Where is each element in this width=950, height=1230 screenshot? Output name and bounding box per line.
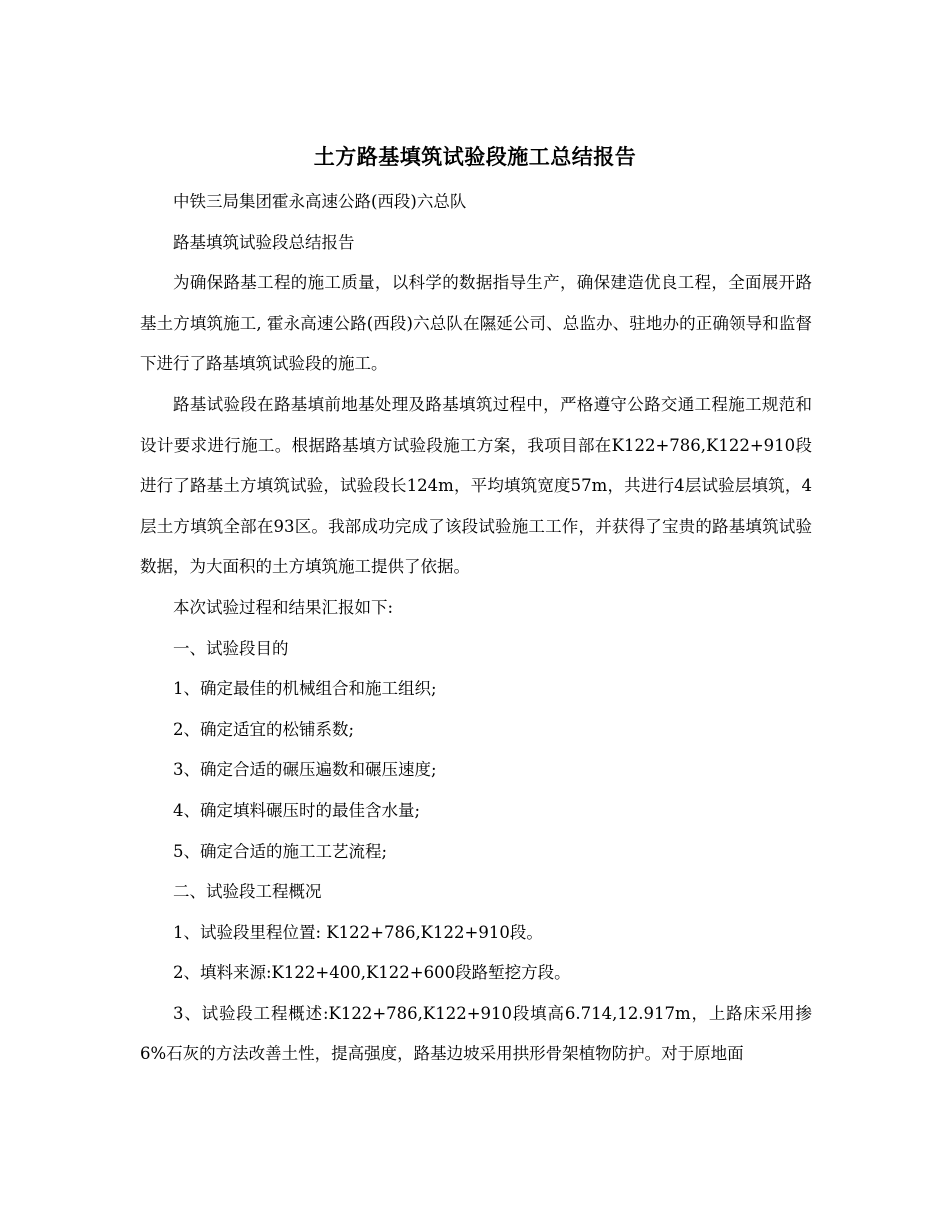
paragraph-report-lead: 本次试验过程和结果汇报如下: xyxy=(173,597,394,617)
paragraph-test-section-overview: 路基试验段在路基填前地基处理及路基填筑过程中，严格遵守公路交通工程施工规范和设计要求进行施工。根据路基填方试验段施工方案，我项目部在K122+786,K122+910段进行了路基土方填筑试验，试验段长124m，平均填筑宽度57m，共进行4层试验层填筑，4层土方填筑全部在93区。我部成功完成了该段试验施工工作，并获得了宝贵的路基填筑试验数据，为大面积的土方填筑施工提供了依据。 xyxy=(140,394,812,577)
document-title: 土方路基填筑试验段施工总结报告 xyxy=(313,144,637,169)
list-item-purpose-4: 4、确定填料碾压时的最佳含水量; xyxy=(173,800,421,820)
list-item-purpose-3: 3、确定合适的碾压遍数和碾压速度; xyxy=(173,760,437,780)
section-heading-purpose: 一、试验段目的 xyxy=(173,638,289,658)
list-item-overview-1: 1、试验段里程位置: K122+786,K122+910段。 xyxy=(173,922,543,942)
list-item-purpose-2: 2、确定适宜的松铺系数; xyxy=(173,719,355,739)
list-item-overview-3: 3、试验段工程概述:K122+786,K122+910段填高6.714,12.917m，上路床采用掺6%石灰的方法改善土性，提高强度，路基边坡采用拱形骨架植物防护。对于原地面 xyxy=(140,1003,812,1064)
paragraph-team-name: 中铁三局集团霍永高速公路(西段)六总队 xyxy=(173,192,467,211)
list-item-purpose-1: 1、确定最佳的机械组合和施工组织; xyxy=(173,679,437,699)
document-body xyxy=(140,182,812,1075)
list-item-overview-2: 2、填料来源:K122+400,K122+600段路堑挖方段。 xyxy=(173,963,571,983)
list-item-purpose-5: 5、确定合适的施工工艺流程; xyxy=(173,841,388,861)
paragraph-intro: 为确保路基工程的施工质量，以科学的数据指导生产，确保建造优良工程，全面展开路基土方填筑施工, 霍永高速公路(西段)六总队在隰延公司、总监办、驻地办的正确领导和监督下进行了路基填筑试验段的施工。 xyxy=(140,273,812,374)
paragraph-report-name: 路基填筑试验段总结报告 xyxy=(173,232,355,252)
section-heading-overview: 二、试验段工程概况 xyxy=(173,882,322,902)
